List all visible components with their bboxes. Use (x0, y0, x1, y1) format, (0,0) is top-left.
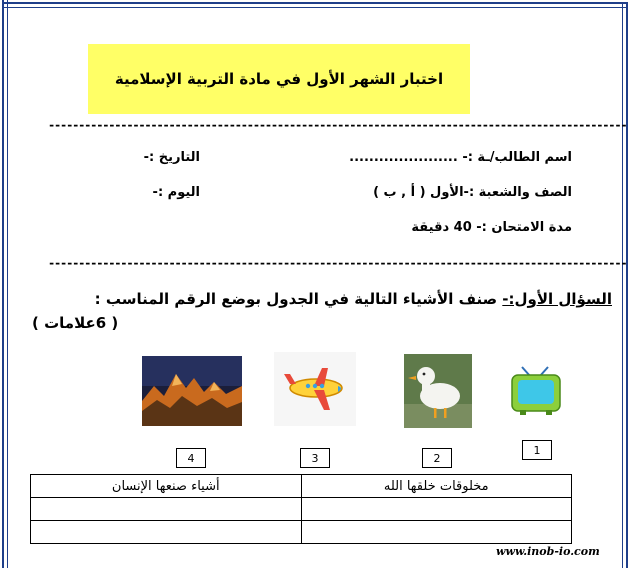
classification-table (30, 474, 572, 544)
item-number-1: 1 (522, 440, 552, 460)
duration-field: مدة الامتحان :- 40 دقيقة (411, 220, 572, 235)
table-cell[interactable] (31, 521, 302, 544)
item-number-3: 3 (300, 448, 330, 468)
table-cell[interactable] (301, 498, 572, 521)
header-created-by-god: مخلوقات خلقها الله (301, 475, 572, 498)
table-cell[interactable] (301, 521, 572, 544)
item-number-4: 4 (176, 448, 206, 468)
website-footer: www.inob-io.com (496, 545, 600, 558)
exam-title-box (88, 44, 470, 114)
separator-line-top: ------------------------------------------------------------------------------------------------ (48, 118, 627, 132)
airplane-icon (274, 352, 356, 426)
class-section-field: الصف والشعبة :-الأول ( أ , ب ) (373, 185, 572, 200)
student-name-field: اسم الطالب/ـة :- ...................... (349, 150, 572, 165)
duck-photo (404, 354, 472, 428)
day-field: اليوم :- (152, 185, 200, 200)
page-border-right (622, 2, 628, 568)
question-heading (95, 290, 612, 308)
table-row (31, 498, 572, 521)
separator-line-bottom: ------------------------------------------------------------------------------------------------ (48, 256, 627, 270)
question-text: صنف الأشياء التالية في الجدول بوضع الرقم المناسب : (94, 290, 503, 308)
question-marks: ( 6علامات ) (32, 314, 119, 332)
mountains-photo (142, 356, 242, 426)
table-header-row (31, 475, 572, 498)
question-label: السؤال الأول:- (502, 290, 612, 308)
item-number-2: 2 (422, 448, 452, 468)
table-cell[interactable] (31, 498, 302, 521)
exam-title: اختبار الشهر الأول في مادة التربية الإسلامية (114, 70, 444, 88)
tv-icon (508, 366, 564, 416)
page-border-top (2, 2, 628, 8)
header-made-by-human: أشياء صنعها الإنسان (31, 475, 302, 498)
table-row (31, 521, 572, 544)
date-field: التاريخ :- (143, 150, 200, 165)
page-border-left (2, 0, 8, 568)
